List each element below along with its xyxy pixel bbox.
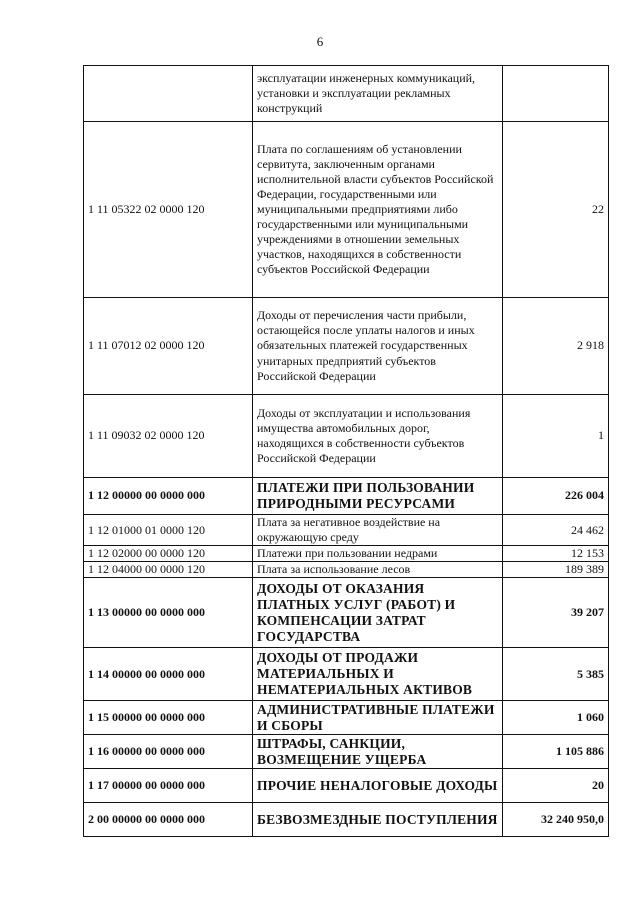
name-cell: Доходы от перечисления части прибыли, остающейся после уплаты налогов и иных обязательных платежей государственных унитарных предприятий субъектов Российской Федерации — [253, 298, 503, 395]
value-cell: 1 105 886 — [503, 735, 609, 769]
name-cell: Платежи при пользовании недрами — [253, 546, 503, 562]
name-cell: ДОХОДЫ ОТ ПРОДАЖИ МАТЕРИАЛЬНЫХ И НЕМАТЕРИАЛЬНЫХ АКТИВОВ — [253, 648, 503, 701]
code-cell: 1 11 05322 02 0000 120 — [84, 122, 253, 298]
value-cell: 20 — [503, 769, 609, 803]
code-cell: 1 12 01000 01 0000 120 — [84, 515, 253, 546]
table-row — [84, 769, 609, 803]
code-cell: 1 11 07012 02 0000 120 — [84, 298, 253, 395]
name-cell: ПЛАТЕЖИ ПРИ ПОЛЬЗОВАНИИ ПРИРОДНЫМИ РЕСУРСАМИ — [253, 478, 503, 515]
page-number: 6 — [316, 34, 324, 49]
value-cell: 22 — [503, 122, 609, 298]
table-row — [84, 562, 609, 578]
name-cell: АДМИНИСТРАТИВНЫЕ ПЛАТЕЖИ И СБОРЫ — [253, 701, 503, 735]
table-body — [84, 66, 609, 837]
value-cell: 12 153 — [503, 546, 609, 562]
value-cell: 5 385 — [503, 648, 609, 701]
value-cell: 39 207 — [503, 578, 609, 648]
code-cell — [84, 66, 253, 122]
table-row — [84, 701, 609, 735]
name-cell: Плата по соглашениям об установлении сервитута, заключенным органами исполнительной власти субъектов Российской Федерации, государственными или муниципальными предприятиями либо государственными или муниципальными учреждениями в отношении земельных участков, находящихся в собственности субъектов Российской Федерации — [253, 122, 503, 298]
code-cell: 1 12 04000 00 0000 120 — [84, 562, 253, 578]
code-cell: 1 17 00000 00 0000 000 — [84, 769, 253, 803]
revenue-table — [83, 65, 609, 837]
table-row — [84, 803, 609, 837]
name-cell: Плата за негативное воздействие на окружающую среду — [253, 515, 503, 546]
code-cell: 1 12 02000 00 0000 120 — [84, 546, 253, 562]
value-cell: 189 389 — [503, 562, 609, 578]
code-cell: 1 12 00000 00 0000 000 — [84, 478, 253, 515]
table-row — [84, 648, 609, 701]
code-cell: 2 00 00000 00 0000 000 — [84, 803, 253, 837]
table-row — [84, 515, 609, 546]
value-cell: 32 240 950,0 — [503, 803, 609, 837]
value-cell — [503, 66, 609, 122]
value-cell: 1 — [503, 395, 609, 478]
table-row — [84, 546, 609, 562]
table-row — [84, 578, 609, 648]
code-cell: 1 15 00000 00 0000 000 — [84, 701, 253, 735]
name-cell: Доходы от эксплуатации и использования имущества автомобильных дорог, находящихся в собственности субъектов Российской Федерации — [253, 395, 503, 478]
value-cell: 1 060 — [503, 701, 609, 735]
code-cell: 1 16 00000 00 0000 000 — [84, 735, 253, 769]
value-cell: 226 004 — [503, 478, 609, 515]
value-cell: 2 918 — [503, 298, 609, 395]
code-cell: 1 13 00000 00 0000 000 — [84, 578, 253, 648]
name-cell: ШТРАФЫ, САНКЦИИ, ВОЗМЕЩЕНИЕ УЩЕРБА — [253, 735, 503, 769]
table-row — [84, 395, 609, 478]
value-cell: 24 462 — [503, 515, 609, 546]
name-cell: эксплуатации инженерных коммуникаций, установки и эксплуатации рекламных конструкций — [253, 66, 503, 122]
code-cell: 1 11 09032 02 0000 120 — [84, 395, 253, 478]
table-row — [84, 66, 609, 122]
name-cell: ДОХОДЫ ОТ ОКАЗАНИЯ ПЛАТНЫХ УСЛУГ (РАБОТ) И КОМПЕНСАЦИИ ЗАТРАТ ГОСУДАРСТВА — [253, 578, 503, 648]
table-row — [84, 478, 609, 515]
name-cell: Плата за использование лесов — [253, 562, 503, 578]
name-cell: БЕЗВОЗМЕЗДНЫЕ ПОСТУПЛЕНИЯ — [253, 803, 503, 837]
table-row — [84, 298, 609, 395]
name-cell: ПРОЧИЕ НЕНАЛОГОВЫЕ ДОХОДЫ — [253, 769, 503, 803]
table-row — [84, 122, 609, 298]
table-row — [84, 735, 609, 769]
code-cell: 1 14 00000 00 0000 000 — [84, 648, 253, 701]
